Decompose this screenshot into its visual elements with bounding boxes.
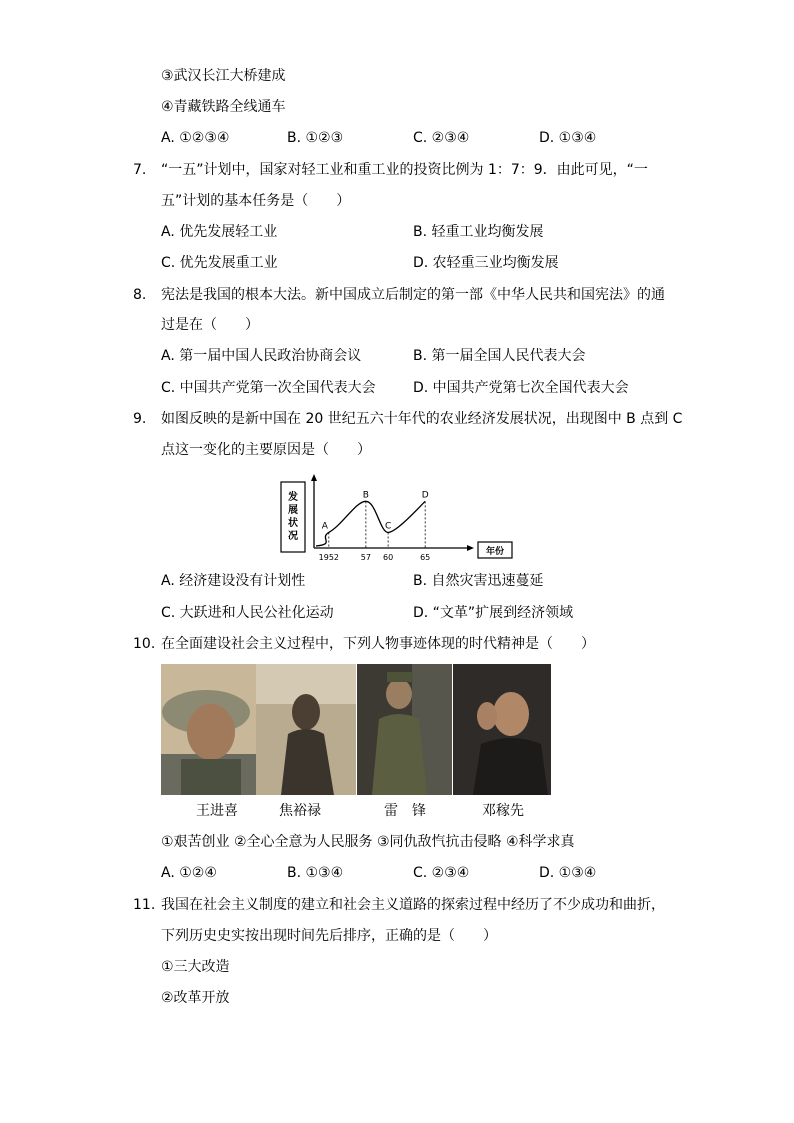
q7-option-c: C. 优先发展重工业 <box>161 255 278 271</box>
caption-wang-jinxi: 王进喜 <box>196 803 238 819</box>
q10-number: 10. <box>133 636 156 652</box>
q6-option-d: D. ①③④ <box>539 130 597 146</box>
q8-option-b: B. 第一届全国人民代表大会 <box>413 348 586 364</box>
q7-stem-line-2: 五”计划的基本任务是（ ） <box>161 193 351 209</box>
x-tick-label: 1952 <box>318 553 340 562</box>
x-tick-label: 60 <box>383 553 394 562</box>
photo-deng-jiaxian <box>453 664 551 795</box>
y-axis-arrow <box>311 474 317 481</box>
x-tick-label: 57 <box>360 553 371 562</box>
q9-option-b: B. 自然灾害迅速蔓延 <box>413 573 544 589</box>
q9-stem-line-1: 如图反映的是新中国在 20 世纪五六十年代的农业经济发展状况，出现图中 B 点到 C <box>161 411 683 427</box>
q11-stem-line-2: 下列历史史实按出现时间先后排序，正确的是（ ） <box>161 928 497 944</box>
q11-item-2: ②改革开放 <box>161 990 230 1006</box>
q7-option-a: A. 优先发展轻工业 <box>161 224 278 240</box>
q8-number: 8. <box>133 287 147 303</box>
caption-jiao-yulu: 焦裕禄 <box>279 803 321 819</box>
photo-wang-jinxi <box>161 664 256 795</box>
point-label-a: A <box>321 521 328 532</box>
point-label-c: C <box>384 521 392 532</box>
q7-option-d: D. 农轻重三业均衡发展 <box>413 255 559 271</box>
x-axis-label: 年份 <box>485 547 505 557</box>
q10-option-c: C. ②③④ <box>413 865 470 881</box>
q8-option-c: C. 中国共产党第一次全国代表大会 <box>161 380 376 396</box>
q8-option-a: A. 第一届中国人民政治协商会议 <box>161 348 362 364</box>
q9-option-d: D. “文革”扩展到经济领域 <box>413 605 574 621</box>
photo-lei-feng <box>357 664 452 795</box>
q8-stem-line-1: 宪法是我国的根本大法。新中国成立后制定的第一部《中华人民共和国宪法》的通 <box>161 287 665 303</box>
q6-item-4: ④青藏铁路全线通车 <box>161 99 286 115</box>
point-label-d: D <box>421 490 429 501</box>
q10-option-a: A. ①②④ <box>161 865 217 881</box>
development-curve <box>316 501 425 546</box>
x-axis-arrow <box>467 545 474 551</box>
q10-stem: 在全面建设社会主义过程中，下列人物事迹体现的时代精神是（ ） <box>161 636 595 652</box>
q11-number: 11. <box>133 897 156 913</box>
q11-stem-line-1: 我国在社会主义制度的建立和社会主义道路的探索过程中经历了不少成功和曲折， <box>161 897 665 913</box>
q9-option-c: C. 大跃进和人民公社化运动 <box>161 605 334 621</box>
q10-option-d: D. ①③④ <box>539 865 597 881</box>
photo-jiao-yulu <box>256 664 356 795</box>
point-label-b: B <box>362 490 369 501</box>
q8-stem-line-2: 过是在（ ） <box>161 317 259 333</box>
caption-lei-feng: 雷 锋 <box>384 803 426 819</box>
q9-option-a: A. 经济建设没有计划性 <box>161 573 306 589</box>
q9-stem-line-2: 点这一变化的主要原因是（ ） <box>161 442 371 458</box>
development-chart <box>280 472 520 568</box>
x-tick-label: 65 <box>420 553 431 562</box>
q10-option-b: B. ①③④ <box>287 865 344 881</box>
q8-option-d: D. 中国共产党第七次全国代表大会 <box>413 380 629 396</box>
q7-stem-line-1: “一五”计划中，国家对轻工业和重工业的投资比例为 1：7：9．由此可见，“一 <box>161 162 648 178</box>
q9-number: 9. <box>133 411 147 427</box>
q6-option-c: C. ②③④ <box>413 130 470 146</box>
y-axis-label: 发展状况 <box>288 492 298 542</box>
q6-item-3: ③武汉长江大桥建成 <box>161 68 286 84</box>
caption-deng-jiaxian: 邓稼先 <box>482 803 524 819</box>
q7-option-b: B. 轻重工业均衡发展 <box>413 224 544 240</box>
q10-spirits: ①艰苦创业 ②全心全意为人民服务 ③同仇敌忾抗击侵略 ④科学求真 <box>161 834 575 850</box>
q7-number: 7. <box>133 162 147 178</box>
q11-item-1: ①三大改造 <box>161 959 230 975</box>
q6-option-a: A. ①②③④ <box>161 130 230 146</box>
q6-option-b: B. ①②③ <box>287 130 344 146</box>
